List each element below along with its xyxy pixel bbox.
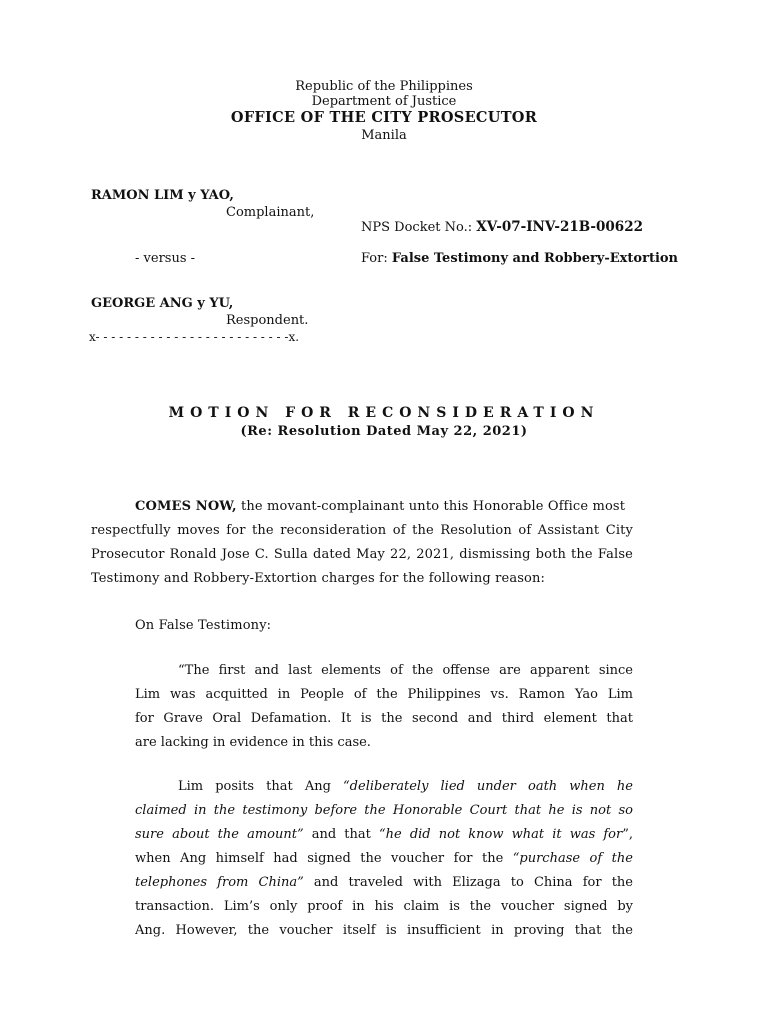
respondent-name: GEORGE ANG y YU, xyxy=(91,296,234,311)
quote-2-line-2 xyxy=(135,799,633,823)
complainant-name: RAMON LIM y YAO, xyxy=(91,188,234,203)
quote-2-line-1-a: Lim posits that Ang xyxy=(178,779,344,794)
paragraph-1-line-1 xyxy=(135,495,633,519)
quote-2-line-1-b: “deliberately lied under oath when he xyxy=(343,779,633,794)
complainant-role: Complainant, xyxy=(226,205,315,220)
header-department: Department of Justice xyxy=(311,94,457,109)
comes-now-lead: COMES NOW, xyxy=(135,499,237,514)
quote-1-line-3: for Grave Oral Defamation. It is the second and third element that xyxy=(135,711,633,726)
quote-2-line-3-b: and that xyxy=(303,827,379,842)
motion-title: MOTION FOR RECONSIDERATION xyxy=(168,405,600,421)
quote-2-line-5-a: telephones from China” xyxy=(135,875,304,890)
quote-2-line-2-text: claimed in the testimony before the Honorable Court that he is not so xyxy=(135,803,633,818)
docket-value: XV-07-INV-21B-00622 xyxy=(476,219,643,235)
quote-2-line-5 xyxy=(135,871,633,895)
docket-number xyxy=(361,219,643,235)
quote-1-line-1: “The first and last elements of the offense are apparent since xyxy=(178,663,633,678)
motion-subtitle: (Re: Resolution Dated May 22, 2021) xyxy=(240,424,528,439)
paragraph-1-line-1-text: the movant-complainant unto this Honorable Office most xyxy=(236,499,626,514)
case-for xyxy=(361,251,678,266)
quote-2-line-3-a: sure about the amount” xyxy=(135,827,304,842)
quote-2-line-4-b: “purchase of the xyxy=(512,851,633,866)
header-republic: Republic of the Philippines xyxy=(295,79,473,94)
paragraph-1-line-2: respectfully moves for the reconsideration of the Resolution of Assistant City xyxy=(91,523,633,538)
quote-2-line-5-b: and traveled with Elizaga to China for the xyxy=(303,875,633,890)
paragraph-1-line-4: Testimony and Robbery-Extortion charges for the following reason: xyxy=(91,571,546,586)
header-city: Manila xyxy=(361,128,407,143)
quote-2-line-3-d: ”, xyxy=(622,827,634,842)
quote-2-line-3 xyxy=(135,823,633,847)
quote-2-line-7: Ang. However, the voucher itself is insufficient in proving that the xyxy=(135,923,633,938)
quote-2-line-6: transaction. Lim’s only proof in his claim is the voucher signed by xyxy=(135,899,633,914)
docket-label: NPS Docket No.: xyxy=(361,220,477,235)
quote-2-line-4 xyxy=(135,847,633,871)
paragraph-1-line-3: Prosecutor Ronald Jose C. Sulla dated May 22, 2021, dismissing both the False xyxy=(91,547,633,562)
quote-2-line-3-c: “he did not know what it was for xyxy=(379,827,623,842)
for-label: For: xyxy=(361,251,392,266)
header-office-title: OFFICE OF THE CITY PROSECUTOR xyxy=(230,109,538,126)
section-heading-false-testimony: On False Testimony: xyxy=(135,618,272,633)
respondent-role: Respondent. xyxy=(226,313,309,328)
quote-2-line-1 xyxy=(178,775,633,799)
caption-separator: x- - - - - - - - - - - - - - - - - - - - - - - - -x. xyxy=(89,330,300,344)
quote-2-line-4-a: when Ang himself had signed the voucher for the xyxy=(135,851,513,866)
for-value: False Testimony and Robbery-Extortion xyxy=(391,251,679,266)
quote-1-line-2: Lim was acquitted in People of the Philippines vs. Ramon Yao Lim xyxy=(135,687,633,702)
versus-text: - versus - xyxy=(135,251,196,266)
quote-1-line-4: are lacking in evidence in this case. xyxy=(135,735,371,750)
